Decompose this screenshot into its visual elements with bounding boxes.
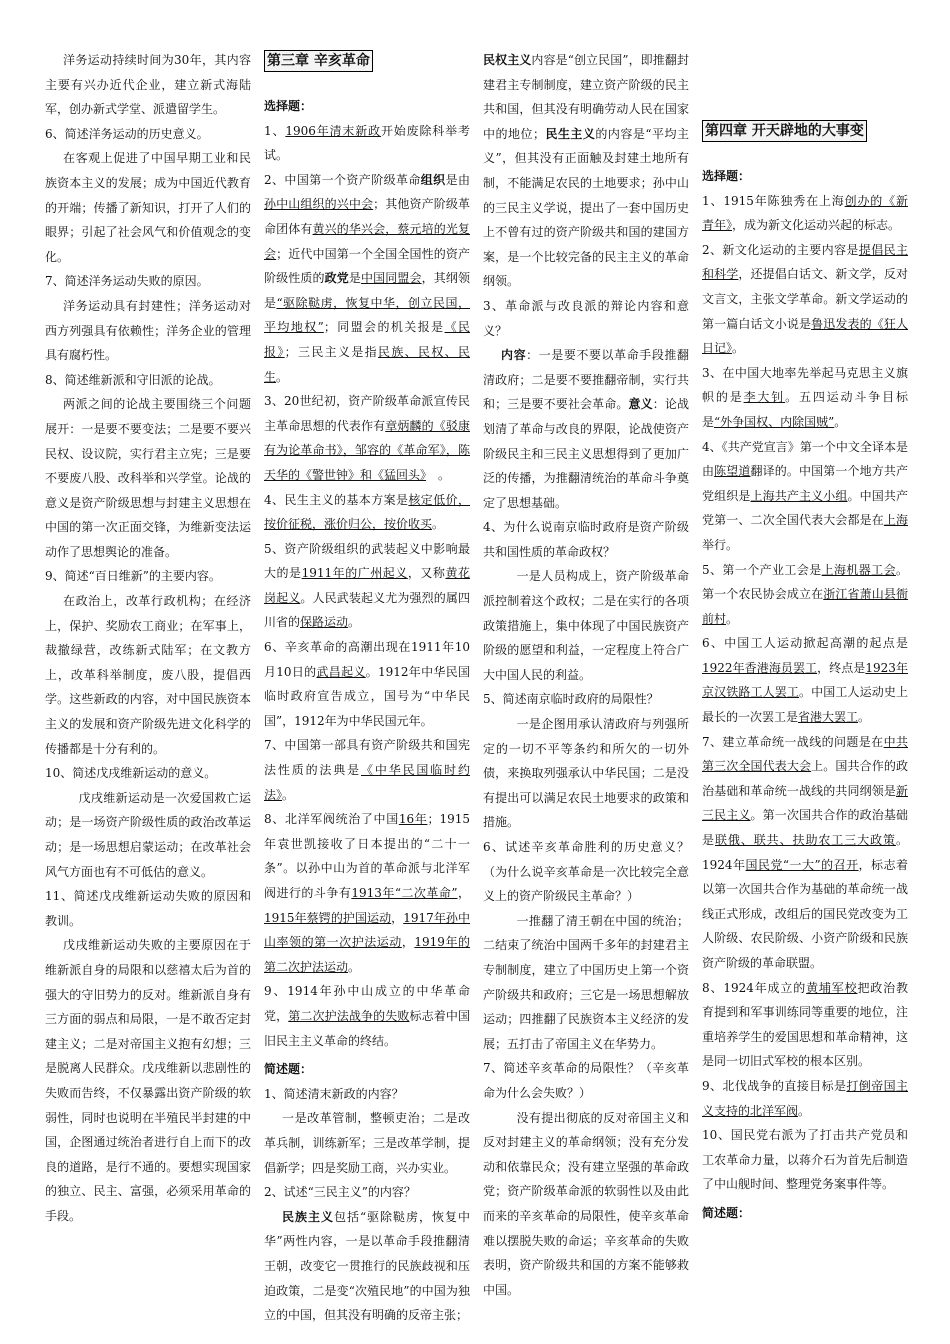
item-text: 3、20世纪初，资产阶级革命派宣传民主革命思想的代表作有: [264, 394, 470, 433]
item-text: ，还提倡白话文、新文学，反对文言文，主张文学革命。新文学运动的第一篇白话文小说是: [702, 267, 908, 331]
underlined-answer: 1911年的广州起义: [301, 566, 408, 581]
underlined-answer: 核定低价，按价征税，涨价归公，按价收买: [264, 492, 470, 532]
item-text: 上。国共合作的政治基础和革命统一战线的共同纲领是: [702, 759, 908, 798]
section-heading: 简述题：: [702, 1205, 751, 1220]
underlined-answer: 中共第三次全国代表大会: [702, 734, 908, 774]
item-text: 2、新文化运动的主要内容是: [702, 242, 859, 257]
item-text: ；其他资产阶级革命团体有: [264, 197, 470, 236]
item-text: 翻译的。中国第一个地方共产党组织是: [702, 464, 908, 503]
underlined-answer: 提倡民主和科学: [702, 242, 908, 282]
selection-item: 10、国民党右派为了打击共产党员和工农革命力量，以蒋介石为首先后制造了中山舰时间、整理党务案事件等。: [702, 1128, 908, 1192]
item-text: 内容是“创立民国”，即推翻封建君主专制制度，建立资产阶级的民主共和国，但其没有明确劳动人民在国家中的地位；: [483, 53, 689, 141]
answer-paragraph: 两派之间的论战主要围绕三个问题展开：一是要不要变法；二是要不要兴民权、设议院，实行君主立宪；三是要不要废八股、改科举和兴学堂。论战的意义是资产阶级思想与封建主义思想在中国的第一次正面交锋，为维新变法运动作了思想舆论的准备。: [45, 397, 251, 559]
item-text: 。: [732, 341, 745, 356]
item-text: 把政治教育提到和军事训练同等重要的地位，注重培养学生的爱国思想和革命精神，这是同一切旧式军校的根本区别。: [702, 980, 908, 1069]
selection-item: [702, 976, 908, 1074]
bold-term: 民权主义: [483, 53, 532, 67]
selection-item: [702, 558, 908, 632]
item-text: 。: [798, 1103, 811, 1118]
item-text: 2、中国第一个资产阶级革命: [264, 172, 421, 187]
item-text: ；三民主义是指: [284, 344, 378, 359]
underlined-answer: 1917年孙中山率领的第一次护法运动: [264, 910, 470, 950]
answer-paragraph: [264, 1205, 470, 1328]
item-text: 5、第一个产业工会是: [702, 562, 822, 577]
item-text: 3、在中国大地率先举起马克思主义旗帜的是: [702, 365, 908, 405]
item-text: ，: [401, 935, 415, 950]
underlined-answer: 1913年“二次革命”: [351, 886, 458, 900]
item-text: 。: [858, 710, 871, 725]
answer-paragraph: 戊戌维新运动是一次爱国救亡运动；是一场资产阶级性质的政治改革运动；是一场思想启蒙运动；在改革社会风气方面也有不可低估的意义。: [45, 790, 251, 879]
underlined-answer: 黄埔军校: [806, 980, 858, 995]
selection-item: [702, 238, 908, 361]
selection-item: [264, 389, 470, 487]
item-text: 包括“驱除鞑虏，恢复中华”两性内容，一是以革命手段推翻清王朝，改变它一贯推行的民族歧视和压迫政策，二是变“次殖民地”的中国为独立的中国，但其没有明确的反帝主张；: [264, 1209, 470, 1323]
question-heading: 2、试述“三民主义”的内容？: [264, 1185, 416, 1200]
underlined-answer: 黄花岗起义: [264, 566, 470, 605]
answer-paragraph: 一是改革管制，整顿吏治；二是改革兵制，训练新军；三是改革学制，提倡新学；四是奖励工商，兴办实业。: [264, 1111, 470, 1175]
item-text: 8、1924年成立的: [702, 980, 807, 995]
item-text: 。中国共产党第一、二次全国代表大会都是在: [702, 488, 908, 528]
underlined-answer: 打倒帝国主义支持的北洋军阀: [702, 1078, 908, 1118]
underlined-answer: 浙江省萧山县衙前村: [702, 587, 908, 626]
item-text: 5、资产阶级组织的武装起义中影响最大的是: [264, 541, 470, 581]
bold-term: 民族主义: [282, 1209, 334, 1224]
item-text: 。第一个农民协会成立在: [702, 562, 908, 602]
answer-paragraph: 一推翻了清王朝在中国的统治；二结束了统治中国两千多年的封建君主专制制度，建立了中国历史上第一个资产阶级共和政府；三它是一场思想解放运动；四推翻了民族资本主义经济的发展；五打击了帝国主义在华势力。: [483, 913, 689, 1051]
underlined-answer: 第二次护法战争的失败: [288, 1008, 410, 1023]
item-text: 。1912年中华民国临时政府宣告成立，国号为“中华民国”，1912年为中华民国元年。: [264, 664, 470, 728]
underlined-answer: 上海共产主义小组: [750, 488, 848, 503]
question-heading: 8、简述维新派和守旧派的论战。: [45, 372, 221, 387]
answer-paragraph: 在政治上，改革行政机构；在经济上，保护、奖励农工商业；在军事上，裁撤绿营，改练新式陆军；在文教方上，改革科举制度，废八股，提倡西学。这些新政的内容，对中国民族资本主义的发展和资产阶级先进文化科学的传播都是十分有利的。: [45, 594, 251, 756]
item-text: 4、《共产党宣言》第一个中文全译本是由: [702, 439, 908, 479]
underlined-answer: 1906年清末新政: [285, 123, 381, 138]
underlined-answer: 章炳麟的《驳康有为论革命书》，邹容的《革命军》，陈天华的《警世钟》和《猛回头》: [264, 418, 470, 482]
item-text: 7、中国第一部具有资产阶级共和国宪法性质的法典是: [264, 738, 470, 778]
underlined-answer: 中国同盟会: [360, 271, 422, 286]
selection-item: [264, 807, 470, 979]
question-heading: 6、简述洋务运动的历史意义。: [45, 126, 209, 141]
item-text: 4、民生主义的基本方案是: [264, 492, 409, 507]
selection-item: [264, 635, 470, 733]
question-heading: 1、简述清末新政的内容？: [264, 1086, 404, 1101]
underlined-answer: 省港大罢工: [798, 710, 859, 725]
selection-item: [702, 631, 908, 729]
answer-paragraph: 没有提出彻底的反对帝国主义和反对封建主义的革命纲领；没有充分发动和依靠民众；没有建立坚强的革命政党；资产阶级革命派的软弱性以及由此而来的辛亥革命的局限性，使辛亥革命难以摆脱失败的命运；辛亥革命的失败表明，资产阶级共和国的方案不能够救中国。: [483, 1110, 689, 1297]
column-2: [264, 48, 470, 1328]
item-text: 举行。: [702, 537, 739, 552]
selection-item: [264, 488, 470, 537]
item-text: 。人民武装起义尤为强烈的属四川省的: [264, 590, 470, 630]
underlined-answer: “外争国权、内除国贼”: [714, 414, 835, 429]
item-text: 。: [726, 611, 739, 626]
answer-paragraph: 洋务运动具有封建性；洋务运动对西方列强具有依赖性；洋务企业的管理具有腐朽性。: [45, 298, 251, 363]
question-heading: 5、简述南京临时政府的局限性？: [483, 692, 659, 707]
item-text: ，标志着以第一次国共合作为基础的革命统一战线正式形成，改组后的国民党改变为工人阶级、农民阶级、小资产阶级和民族资产阶级的革命联盟。: [702, 857, 908, 970]
underlined-answer: 上海机器工会: [821, 562, 896, 577]
underlined-answer: 李大钊: [743, 390, 786, 405]
item-text: ，又称: [407, 566, 446, 581]
item-text: 标志着中国旧民主主义革命的终结。: [264, 1008, 470, 1048]
selection-item: [702, 361, 908, 435]
question-heading: 6、试述辛亥革命胜利的历史意义？（为什么说辛亥革命是一次比较完全意义上的资产阶级民主革命？）: [483, 840, 689, 904]
item-text: ，: [391, 910, 404, 925]
answer-paragraph: 一是人员构成上，资产阶级革命派控制着这个政权；二是在实行的各项政策措施上，集中体现了中国民族资产阶级的愿望和利益，一定程度上符合广大中国人民的利益。: [483, 569, 689, 682]
item-text: 。: [276, 369, 289, 384]
underlined-answer: 黄兴的华兴会，蔡元培的光复会: [264, 221, 470, 261]
selection-item: [702, 730, 908, 976]
bold-term: 民生主义: [544, 126, 596, 141]
answer-paragraph: 一是企图用承认清政府与列强所定的一切不平等条约和所欠的一切外债，来换取列强承认中华民国；二是没有提出可以满足农民土地要求的政策和措施。: [483, 717, 689, 830]
answer-paragraph: 戊戌维新运动失败的主要原因在于维新派自身的局限和以慈禧太后为首的强大的守旧势力的反对。维新派自身有三方面的弱点和局限，一是不敢否定封建主义；二是对帝国主义抱有幻想；三是脱离人民群众。戊戌维新以悲剧性的失败而告终，不仅暴露出资产阶级的软弱性，同时也说明在半殖民半封建的中国，企图通过统治者进行自上而下的改良的道路，是行不通的。要想实现国家的独立、民主、富强，必须采用革命的手段。: [45, 938, 251, 1223]
underlined-answer: 16年: [398, 812, 428, 827]
underlined-answer: 《中华民国临时约法》: [264, 763, 470, 802]
underlined-answer: 民族、民权、民生: [264, 344, 470, 384]
item-text: 6、辛亥革命的高潮出现在1911年10月10日的: [264, 640, 470, 679]
underlined-answer: “驱除鞑虏，恢复中华，创立民国，平均地权”: [264, 295, 470, 335]
column-1: [45, 48, 251, 1229]
item-text: ，: [457, 886, 470, 900]
item-text: 。中国工人运动史上最长的一次罢工是: [702, 685, 908, 725]
item-text: 的内容是“平均主义”，但其没有正面触及封建土地所有制，不能满足农民的土地要求；孙中山的三民主义学说，提出了一套中国历史上不曾有过的资产阶级共和国的建国方案，是一个比较完备的民主主义的革命纲领。: [483, 126, 689, 289]
underlined-answer: 上海: [883, 513, 908, 528]
question-heading: 7、简述洋务运动失败的原因。: [45, 274, 209, 289]
underlined-answer: 《民报》: [264, 320, 470, 359]
selection-item: [264, 979, 470, 1053]
section-heading: 选择题：: [702, 169, 751, 183]
underlined-answer: 创办的《新青年》: [702, 193, 908, 233]
underlined-answer: 1922年香港海员罢工: [702, 660, 818, 675]
selection-item: [702, 1074, 908, 1123]
chapter-title: 第三章 辛亥革命: [264, 50, 373, 72]
item-text: 1、1915年陈独秀在上海: [702, 193, 845, 208]
underlined-answer: 孙中山组织的兴中会: [264, 197, 374, 212]
item-text: 开始废除科举考试。: [264, 123, 470, 163]
bold-term: 内容: [501, 348, 527, 363]
question-heading: 7、简述辛亥革命的局限性？（辛亥革命为什么会失败？）: [483, 1061, 689, 1100]
underlined-answer: 1915年蔡锷的护国运动: [264, 910, 392, 925]
item-text: 。: [348, 959, 361, 974]
item-text: 。: [432, 517, 445, 532]
selection-item: [702, 435, 908, 558]
item-text: 7、建立革命统一战线的问题是在: [702, 734, 884, 749]
column-4: [702, 48, 908, 1226]
item-text: 。五四运动斗争目标是: [702, 390, 908, 429]
item-text: 。: [834, 414, 847, 429]
chapter-title: 第四章 开天辟地的大事变: [702, 120, 867, 142]
item-text: 6、中国工人运动掀起高潮的起点是: [702, 636, 908, 651]
item-text: 。: [426, 467, 451, 482]
item-text: ：一是要不要以革命手段推翻清政府；二是要不要推翻帝制，实行共和；三是要不要社会革命。: [483, 348, 689, 412]
item-text: ；近代中国第一个全国全国性的资产阶级性质的: [264, 246, 470, 286]
question-heading: 4、为什么说南京临时政府是资产阶级共和国性质的革命政权？: [483, 520, 689, 559]
selection-item: 1、1906年清末新政开始废除科举考试。: [264, 123, 470, 163]
answer-paragraph: 在客观上促进了中国早期工业和民族资本主义的发展；成为中国近代教育的开端；传播了新知识，打开了人们的眼界；引起了社会风气和价值观念的变化。: [45, 151, 251, 264]
bold-term: 意义: [628, 397, 653, 412]
section-heading: 选择题：: [264, 99, 313, 113]
item-text: 。: [348, 615, 361, 630]
item-text: 。第一次国共合作的政治基础是: [702, 808, 908, 848]
item-text: 8、北洋军阀统治了中国: [264, 812, 399, 827]
item-text: ：论战划清了革命与改良的界限，论战使资产阶级民主和三民主义思想得到了更加广泛的传播，为推翻清统治的革命斗争奠定了思想基础。: [483, 397, 689, 510]
item-text: 是由: [445, 172, 470, 187]
selection-item: [264, 537, 470, 635]
underlined-answer: 国民党“一大”的召开: [745, 857, 859, 872]
item-text: 。: [282, 787, 295, 802]
selection-item: [264, 733, 470, 807]
item-text: 是: [348, 271, 361, 286]
item-text: 9、北伐战争的直接目标是: [702, 1078, 847, 1093]
underlined-answer: 保路运动: [300, 615, 349, 630]
bold-term: 政党: [324, 271, 349, 286]
item-text: ，其纲领是: [264, 271, 470, 310]
item-text: 9、1914年孙中山成立的中华革命党，: [264, 984, 470, 1023]
question-heading: 11、简述戊戌维新运动失败的原因和教训。: [45, 889, 251, 928]
item-text: ；同盟会的机关报是: [323, 320, 445, 335]
paragraph: 洋务运动持续时间为30年，其内容主要有兴办近代企业，建立新式海陆军，创办新式学堂、派遣留学生。: [45, 53, 251, 117]
underlined-answer: 鲁迅发表的《狂人日记》: [702, 316, 908, 356]
underlined-answer: 1923年京汉铁路工人罢工: [702, 660, 908, 700]
question-heading: 3、革命派与改良派的辩论内容和意义？: [483, 298, 689, 338]
section-heading: 简述题：: [264, 1062, 313, 1077]
item-text: ，成为新文化运动兴起的标志。: [732, 218, 901, 233]
item-text: ，终点是: [817, 660, 866, 675]
question-heading: 9、简述“百日维新”的主要内容。: [45, 569, 221, 584]
underlined-answer: 1919年的第二次护法运动: [264, 935, 470, 974]
selection-item: [702, 189, 908, 238]
question-heading: 10、简述戊戌维新运动的意义。: [45, 766, 217, 781]
column-3: [483, 48, 689, 1302]
underlined-answer: 陈望道: [714, 464, 751, 479]
underlined-answer: 武昌起义: [316, 664, 366, 679]
item-text: 。1924年: [702, 833, 908, 872]
item-text: ；1915年袁世凯接收了日本提出的“二十一条”。以孙中山为首的革命派与北洋军阀进行的斗争有: [264, 812, 470, 900]
underlined-answer: 联俄、联共、扶助农工三大政策: [714, 833, 896, 848]
answer-paragraph: [483, 48, 689, 294]
selection-item: [264, 168, 470, 389]
bold-term: 组织: [420, 172, 446, 187]
answer-paragraph: [483, 343, 689, 515]
underlined-answer: 新三民主义: [702, 783, 908, 823]
